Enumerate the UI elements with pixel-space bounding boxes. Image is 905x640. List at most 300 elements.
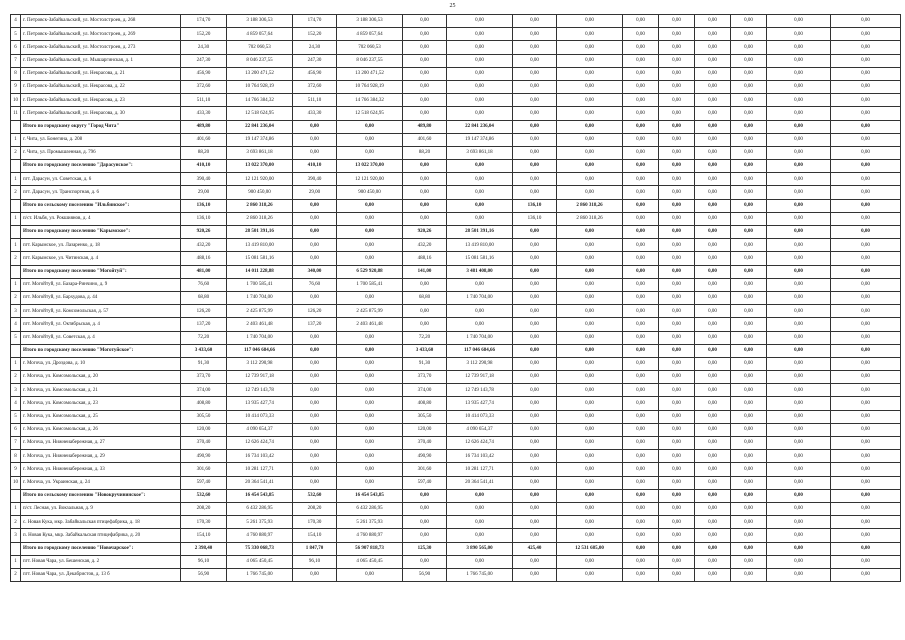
value-cell: 0,00 <box>767 120 831 133</box>
value-cell: 4 859 057,64 <box>337 28 403 41</box>
value-cell: 0,00 <box>557 410 623 423</box>
value-cell: 12 626 424,74 <box>447 437 513 450</box>
value-cell: 0,00 <box>731 450 767 463</box>
value-cell: 16 454 543,85 <box>227 489 293 502</box>
value-cell: 5 261 375,93 <box>227 516 293 529</box>
value-cell: 3 188 306,53 <box>227 15 293 28</box>
value-cell: 0,00 <box>659 265 695 278</box>
table-row <box>11 41 901 54</box>
value-cell: 0,00 <box>767 397 831 410</box>
value-cell: 0,00 <box>695 371 731 384</box>
value-cell: 532,60 <box>181 489 227 502</box>
value-cell: 0,00 <box>731 331 767 344</box>
value-cell: 372,60 <box>181 80 227 93</box>
row-number-cell: 11 <box>11 107 21 120</box>
value-cell: 0,00 <box>513 186 557 199</box>
value-cell: 390,40 <box>181 173 227 186</box>
value-cell: 0,00 <box>293 133 337 146</box>
table-row <box>11 397 901 410</box>
value-cell: 900 450,00 <box>337 186 403 199</box>
value-cell: 0,00 <box>623 186 659 199</box>
value-cell: 305,50 <box>403 410 447 423</box>
value-cell: 0,00 <box>623 450 659 463</box>
value-cell: 0,00 <box>557 291 623 304</box>
value-cell: 0,00 <box>831 463 901 476</box>
value-cell: 10 764 928,19 <box>227 80 293 93</box>
value-cell: 0,00 <box>767 133 831 146</box>
value-cell: 0,00 <box>767 516 831 529</box>
value-cell: 0,00 <box>731 199 767 212</box>
value-cell: 0,00 <box>695 542 731 555</box>
value-cell: 0,00 <box>659 344 695 357</box>
value-cell: 0,00 <box>403 107 447 120</box>
address-cell: Итого по городскому поселению "Новочарское": <box>21 542 181 555</box>
value-cell: 0,00 <box>447 502 513 515</box>
value-cell: 0,00 <box>767 107 831 120</box>
value-cell: 0,00 <box>337 463 403 476</box>
value-cell: 425,40 <box>513 542 557 555</box>
value-cell: 4 859 057,64 <box>227 28 293 41</box>
table-row <box>11 67 901 80</box>
value-cell: 0,00 <box>557 186 623 199</box>
value-cell: 126,20 <box>181 305 227 318</box>
value-cell: 0,00 <box>659 160 695 173</box>
value-cell: 3 890 565,00 <box>447 542 513 555</box>
value-cell: 0,00 <box>447 186 513 199</box>
value-cell: 0,00 <box>695 305 731 318</box>
row-number-cell: 4 <box>11 15 21 28</box>
value-cell: 0,00 <box>659 28 695 41</box>
value-cell: 0,00 <box>337 568 403 581</box>
value-cell: 0,00 <box>659 80 695 93</box>
row-number-cell: 3 <box>11 305 21 318</box>
value-cell: 0,00 <box>623 226 659 239</box>
value-cell: 0,00 <box>403 173 447 186</box>
address-cell: Итого по городскому поселению "Могойтуй": <box>21 265 181 278</box>
row-number-cell <box>11 265 21 278</box>
value-cell: 0,00 <box>403 278 447 291</box>
address-cell: пгт. Новая Чара, ул. Бешенская, д. 2 <box>21 555 181 568</box>
value-cell: 0,00 <box>767 212 831 225</box>
value-cell: 0,00 <box>731 291 767 304</box>
value-cell: 137,20 <box>181 318 227 331</box>
value-cell: 2 425 875,99 <box>227 305 293 318</box>
value-cell: 0,00 <box>731 252 767 265</box>
value-cell: 3 188 306,53 <box>337 15 403 28</box>
address-cell: г. Петровск-Забайкальский, ул. Некрасова, д. 22 <box>21 80 181 93</box>
value-cell: 0,00 <box>831 107 901 120</box>
value-cell: 0,00 <box>731 410 767 423</box>
value-cell: 10 764 928,19 <box>337 80 403 93</box>
value-cell: 0,00 <box>831 80 901 93</box>
address-cell: г. Могоча, ул. Комсомольская, д. 23 <box>21 397 181 410</box>
value-cell: 0,00 <box>767 41 831 54</box>
value-cell: 2 403 461,48 <box>337 318 403 331</box>
value-cell: 0,00 <box>623 239 659 252</box>
value-cell: 0,00 <box>623 41 659 54</box>
value-cell: 0,00 <box>623 318 659 331</box>
value-cell: 0,00 <box>767 450 831 463</box>
value-cell: 0,00 <box>831 568 901 581</box>
value-cell: 0,00 <box>403 529 447 542</box>
value-cell: 0,00 <box>403 212 447 225</box>
value-cell: 0,00 <box>293 291 337 304</box>
value-cell: 432,20 <box>403 239 447 252</box>
value-cell: 0,00 <box>447 41 513 54</box>
value-cell: 22 841 236,04 <box>447 120 513 133</box>
value-cell: 3 693 861,18 <box>227 146 293 159</box>
value-cell: 0,00 <box>557 80 623 93</box>
subtotal-row <box>11 226 901 239</box>
value-cell: 0,00 <box>831 226 901 239</box>
value-cell: 2 860 318,26 <box>227 212 293 225</box>
value-cell: 0,00 <box>293 120 337 133</box>
table-row <box>11 371 901 384</box>
value-cell: 0,00 <box>831 555 901 568</box>
address-cell: пгт. Карымское, ул. Лазаренко, д. 18 <box>21 239 181 252</box>
value-cell: 0,00 <box>731 555 767 568</box>
table-row <box>11 529 901 542</box>
value-cell: 0,00 <box>659 107 695 120</box>
value-cell: 0,00 <box>831 146 901 159</box>
value-cell: 0,00 <box>731 28 767 41</box>
address-cell: г. Петровск-Забайкальский, ул. Некрасова, д. 30 <box>21 107 181 120</box>
row-number-cell: 1 <box>11 173 21 186</box>
value-cell: 0,00 <box>513 463 557 476</box>
value-cell: 12 121 920,00 <box>227 173 293 186</box>
value-cell: 0,00 <box>293 199 337 212</box>
page-number: 25 <box>449 3 456 9</box>
value-cell: 0,00 <box>293 397 337 410</box>
value-cell: 13 419 810,00 <box>447 239 513 252</box>
value-cell: 15 081 581,16 <box>227 252 293 265</box>
value-cell: 1 740 704,00 <box>447 331 513 344</box>
value-cell: 72,20 <box>403 331 447 344</box>
value-cell: 0,00 <box>695 516 731 529</box>
value-cell: 96,10 <box>181 555 227 568</box>
value-cell: 0,00 <box>337 212 403 225</box>
value-cell: 0,00 <box>767 80 831 93</box>
address-cell: г. Петровск-Забайкальский, ул. Мышаргинская, д. 1 <box>21 54 181 67</box>
value-cell: 0,00 <box>731 120 767 133</box>
value-cell: 0,00 <box>695 423 731 436</box>
row-number-cell <box>11 344 21 357</box>
table-row <box>11 94 901 107</box>
address-cell: Итого по сельскому поселению "Новокручининское": <box>21 489 181 502</box>
value-cell: 0,00 <box>293 146 337 159</box>
value-cell: 900 450,00 <box>227 186 293 199</box>
value-cell: 0,00 <box>831 410 901 423</box>
value-cell: 0,00 <box>557 357 623 370</box>
value-cell: 0,00 <box>623 331 659 344</box>
value-cell: 511,10 <box>181 94 227 107</box>
value-cell: 76,60 <box>181 278 227 291</box>
value-cell: 370,40 <box>403 437 447 450</box>
value-cell: 20 364 541,41 <box>447 476 513 489</box>
address-cell: г. Могоча, ул. Нижнеиабережная, д. 27 <box>21 437 181 450</box>
value-cell: 174,70 <box>293 15 337 28</box>
value-cell: 0,00 <box>623 146 659 159</box>
value-cell: 372,60 <box>293 80 337 93</box>
value-cell: 0,00 <box>659 357 695 370</box>
value-cell: 0,00 <box>767 318 831 331</box>
value-cell: 0,00 <box>513 410 557 423</box>
value-cell: 0,00 <box>731 278 767 291</box>
value-cell: 0,00 <box>767 305 831 318</box>
value-cell: 0,00 <box>659 437 695 450</box>
row-number-cell <box>11 120 21 133</box>
value-cell: 0,00 <box>767 502 831 515</box>
value-cell: 91,30 <box>403 357 447 370</box>
value-cell: 401,60 <box>403 133 447 146</box>
address-cell: пгт. Могойтуй, ул. Советская, д. 4 <box>21 331 181 344</box>
row-number-cell: 9 <box>11 80 21 93</box>
value-cell: 0,00 <box>623 199 659 212</box>
value-cell: 0,00 <box>623 278 659 291</box>
address-cell: Итого по городскому округу "Город Чита" <box>21 120 181 133</box>
value-cell: 0,00 <box>831 423 901 436</box>
value-cell: 120,00 <box>403 423 447 436</box>
value-cell: 0,00 <box>767 371 831 384</box>
value-cell: 0,00 <box>403 28 447 41</box>
value-cell: 0,00 <box>293 568 337 581</box>
value-cell: 0,00 <box>767 463 831 476</box>
value-cell: 489,80 <box>181 120 227 133</box>
value-cell: 0,00 <box>623 305 659 318</box>
value-cell: 0,00 <box>831 305 901 318</box>
value-cell: 6 432 286,95 <box>337 502 403 515</box>
value-cell: 0,00 <box>557 384 623 397</box>
value-cell: 0,00 <box>695 146 731 159</box>
address-cell: Итого по городскому поселению "Дарасунское": <box>21 160 181 173</box>
value-cell: 12 749 143,78 <box>447 384 513 397</box>
value-cell: 0,00 <box>659 450 695 463</box>
address-cell: пгт. Карымское, ул. Читинская, д. 4 <box>21 252 181 265</box>
value-cell: 0,00 <box>831 437 901 450</box>
value-cell: 29,00 <box>293 186 337 199</box>
value-cell: 0,00 <box>293 239 337 252</box>
value-cell: 0,00 <box>513 291 557 304</box>
value-cell: 0,00 <box>831 278 901 291</box>
value-cell: 0,00 <box>767 357 831 370</box>
value-cell: 597,40 <box>181 476 227 489</box>
value-cell: 0,00 <box>513 476 557 489</box>
value-cell: 0,00 <box>767 331 831 344</box>
value-cell: 0,00 <box>767 291 831 304</box>
value-cell: 0,00 <box>659 423 695 436</box>
value-cell: 0,00 <box>731 476 767 489</box>
value-cell: 137,20 <box>293 318 337 331</box>
value-cell: 0,00 <box>731 305 767 318</box>
value-cell: 0,00 <box>557 344 623 357</box>
address-cell: г. Могоча, ул. Нижнеиабережная, д. 29 <box>21 450 181 463</box>
value-cell: 0,00 <box>557 28 623 41</box>
address-cell: г. Могоча, ул. Комсомольская, д. 26 <box>21 423 181 436</box>
value-cell: 0,00 <box>831 529 901 542</box>
value-cell: 13 022 370,00 <box>337 160 403 173</box>
value-cell: 2 860 318,26 <box>557 199 623 212</box>
value-cell: 0,00 <box>695 502 731 515</box>
address-cell: г. Чита, ул. Промышленная, д. 796 <box>21 146 181 159</box>
value-cell: 0,00 <box>623 133 659 146</box>
value-cell: 136,10 <box>513 212 557 225</box>
value-cell: 490,90 <box>403 450 447 463</box>
value-cell: 0,00 <box>557 331 623 344</box>
value-cell: 0,00 <box>293 252 337 265</box>
value-cell: 4 760 880,97 <box>227 529 293 542</box>
value-cell: 16 734 103,42 <box>447 450 513 463</box>
value-cell: 0,00 <box>623 371 659 384</box>
value-cell: 0,00 <box>767 239 831 252</box>
value-cell: 489,80 <box>403 120 447 133</box>
value-cell: 1 740 704,00 <box>227 331 293 344</box>
address-cell: п/ст. Ильбя, ул. Рокшиянов, д. 4 <box>21 212 181 225</box>
value-cell: 12 739 917,18 <box>447 371 513 384</box>
value-cell: 0,00 <box>695 318 731 331</box>
value-cell: 0,00 <box>623 80 659 93</box>
value-cell: 0,00 <box>403 199 447 212</box>
value-cell: 0,00 <box>623 502 659 515</box>
value-cell: 0,00 <box>659 291 695 304</box>
row-number-cell: 7 <box>11 54 21 67</box>
value-cell: 152,20 <box>181 28 227 41</box>
subtotal-row <box>11 344 901 357</box>
row-number-cell: 5 <box>11 331 21 344</box>
row-number-cell: 2 <box>11 186 21 199</box>
value-cell: 0,00 <box>831 186 901 199</box>
value-cell: 0,00 <box>731 146 767 159</box>
value-cell: 408,80 <box>403 397 447 410</box>
table-row <box>11 173 901 186</box>
value-cell: 247,30 <box>181 54 227 67</box>
value-cell: 0,00 <box>767 252 831 265</box>
value-cell: 1 700 585,41 <box>337 278 403 291</box>
value-cell: 0,00 <box>513 54 557 67</box>
value-cell: 0,00 <box>695 568 731 581</box>
table-row <box>11 437 901 450</box>
row-number-cell: 10 <box>11 94 21 107</box>
value-cell: 0,00 <box>659 146 695 159</box>
value-cell: 0,00 <box>659 173 695 186</box>
value-cell: 0,00 <box>831 28 901 41</box>
value-cell: 0,00 <box>767 344 831 357</box>
value-cell: 488,16 <box>181 252 227 265</box>
value-cell: 0,00 <box>293 384 337 397</box>
value-cell: 3 433,60 <box>403 344 447 357</box>
address-cell: Итого по сельскому поселению "Ильбинское": <box>21 199 181 212</box>
value-cell: 0,00 <box>695 186 731 199</box>
value-cell: 0,00 <box>659 463 695 476</box>
value-cell: 0,00 <box>659 489 695 502</box>
table-row <box>11 318 901 331</box>
value-cell: 10 281 127,71 <box>447 463 513 476</box>
value-cell: 0,00 <box>659 305 695 318</box>
value-cell: 56,90 <box>181 568 227 581</box>
table-row <box>11 516 901 529</box>
value-cell: 0,00 <box>731 212 767 225</box>
subtotal-row <box>11 489 901 502</box>
value-cell: 0,00 <box>695 28 731 41</box>
value-cell: 0,00 <box>447 278 513 291</box>
value-cell: 373,70 <box>181 371 227 384</box>
value-cell: 0,00 <box>623 344 659 357</box>
value-cell: 0,00 <box>513 146 557 159</box>
value-cell: 0,00 <box>659 529 695 542</box>
row-number-cell: 1 <box>11 357 21 370</box>
value-cell: 0,00 <box>557 437 623 450</box>
value-cell: 0,00 <box>557 252 623 265</box>
value-cell: 0,00 <box>767 173 831 186</box>
value-cell: 0,00 <box>557 239 623 252</box>
value-cell: 0,00 <box>293 437 337 450</box>
value-cell: 0,00 <box>831 344 901 357</box>
address-cell: пгт. Могойтуй, ул. Октябрьская, д. 4 <box>21 318 181 331</box>
value-cell: 0,00 <box>623 568 659 581</box>
value-cell: 0,00 <box>337 450 403 463</box>
address-cell: г. Могоча, ул. Комсомольская, д. 25 <box>21 410 181 423</box>
value-cell: 0,00 <box>513 67 557 80</box>
value-cell: 0,00 <box>731 133 767 146</box>
value-cell: 0,00 <box>731 318 767 331</box>
value-cell: 0,00 <box>831 542 901 555</box>
value-cell: 301,60 <box>403 463 447 476</box>
value-cell: 0,00 <box>447 67 513 80</box>
row-number-cell: 1 <box>11 502 21 515</box>
value-cell: 0,00 <box>767 423 831 436</box>
value-cell: 0,00 <box>695 80 731 93</box>
value-cell: 12 518 624,95 <box>227 107 293 120</box>
address-cell: пгт. Дарасун, ул. Транспортная, д. 6 <box>21 186 181 199</box>
value-cell: 0,00 <box>659 186 695 199</box>
value-cell: 0,00 <box>403 516 447 529</box>
value-cell: 13 200 471,52 <box>337 67 403 80</box>
row-number-cell: 3 <box>11 384 21 397</box>
value-cell: 208,20 <box>293 502 337 515</box>
value-cell: 6 529 920,88 <box>337 265 403 278</box>
value-cell: 0,00 <box>831 318 901 331</box>
value-cell: 208,20 <box>181 502 227 515</box>
value-cell: 0,00 <box>659 331 695 344</box>
row-number-cell: 1 <box>11 555 21 568</box>
value-cell: 0,00 <box>293 226 337 239</box>
row-number-cell: 2 <box>11 568 21 581</box>
address-cell: пгт. Новая Чара, ул. Декабристов, д. 13 б <box>21 568 181 581</box>
value-cell: 0,00 <box>403 67 447 80</box>
value-cell: 370,40 <box>181 437 227 450</box>
value-cell: 0,00 <box>623 437 659 450</box>
value-cell: 0,00 <box>831 54 901 67</box>
value-cell: 0,00 <box>659 384 695 397</box>
value-cell: 16 734 103,42 <box>227 450 293 463</box>
value-cell: 136,10 <box>181 212 227 225</box>
value-cell: 117 046 684,66 <box>447 344 513 357</box>
table-row <box>11 291 901 304</box>
subtotal-row <box>11 542 901 555</box>
value-cell: 72,20 <box>181 331 227 344</box>
value-cell: 12 626 424,74 <box>227 437 293 450</box>
value-cell: 0,00 <box>557 15 623 28</box>
value-cell: 0,00 <box>731 568 767 581</box>
subtotal-row <box>11 265 901 278</box>
value-cell: 0,00 <box>557 160 623 173</box>
value-cell: 0,00 <box>659 555 695 568</box>
value-cell: 0,00 <box>513 120 557 133</box>
value-cell: 0,00 <box>403 80 447 93</box>
value-cell: 0,00 <box>695 344 731 357</box>
value-cell: 4 090 654,37 <box>447 423 513 436</box>
value-cell: 0,00 <box>695 94 731 107</box>
value-cell: 0,00 <box>831 212 901 225</box>
